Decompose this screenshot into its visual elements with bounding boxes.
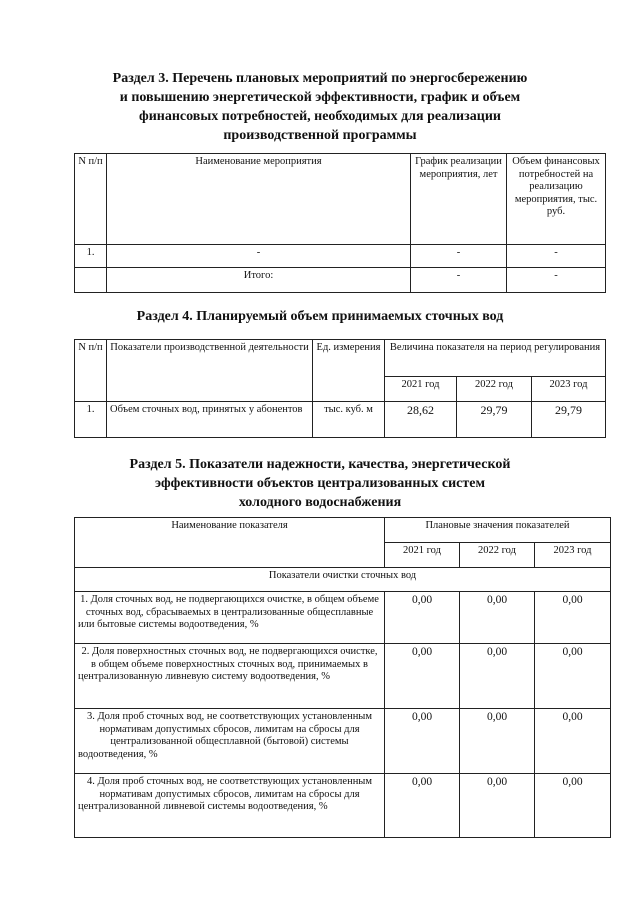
section3-title-line: Раздел 3. Перечень плановых мероприятий по энергосбережению xyxy=(112,71,528,86)
section5-table xyxy=(74,517,611,838)
table-row xyxy=(75,774,611,838)
table-group-row xyxy=(75,568,611,592)
table-row xyxy=(75,592,611,644)
header-unit: Ед. измерения xyxy=(313,340,385,402)
cell-value: 0,00 xyxy=(535,709,611,774)
header-schedule: График реализации мероприятия, лет xyxy=(411,154,507,245)
cell-indicator-name: 1. Доля сточных вод, не подвергающихся очистке, в общем объеме сточных вод, сбрасываемых в централизованные общесплавные или бытовые системы водоотведения, % xyxy=(75,592,385,644)
cell-indicator: Объем сточных вод, принятых у абонентов xyxy=(107,402,313,438)
section3-title-line: финансовых потребностей, необходимых для реализации xyxy=(139,109,501,124)
section3-table xyxy=(74,153,606,293)
cell-value: 0,00 xyxy=(460,774,535,838)
section5-title-line: эффективности объектов централизованных систем xyxy=(154,476,485,491)
section5-title xyxy=(60,455,580,512)
cell-schedule: - xyxy=(411,268,507,293)
header-period: Величина показателя на период регулирования xyxy=(385,340,606,377)
header-num: N п/п xyxy=(75,340,107,402)
header-year: 2021 год xyxy=(385,377,457,402)
section3-title-line: и повышению энергетической эффективности, график и объем xyxy=(119,90,521,105)
cell-value: 0,00 xyxy=(385,644,460,709)
header-year: 2022 год xyxy=(457,377,532,402)
section4-title xyxy=(60,307,580,326)
cell-value: 0,00 xyxy=(385,592,460,644)
header-planned-values: Плановые значения показателей xyxy=(385,518,611,543)
header-financial-volume: Объем финансовых потребностей на реализацию мероприятия, тыс. руб. xyxy=(507,154,606,245)
section4-table xyxy=(74,339,606,438)
cell-measure-name: - xyxy=(107,245,411,268)
section3-title xyxy=(60,69,580,145)
table-header-row xyxy=(75,154,606,245)
header-year: 2023 год xyxy=(532,377,606,402)
section3-title-line: производственной программы xyxy=(223,128,417,143)
cell-unit: тыс. куб. м xyxy=(313,402,385,438)
cell-num: 1. xyxy=(75,402,107,438)
header-year: 2021 год xyxy=(385,543,460,568)
cell-num xyxy=(75,268,107,293)
cell-indicator-name: 4. Доля проб сточных вод, не соответствующих установленным нормативам допустимых сбросов, лимитам на сбросы для централизованной ливневой системы водоотведения, % xyxy=(75,774,385,838)
cell-value: 0,00 xyxy=(535,592,611,644)
table-row-total xyxy=(75,268,606,293)
table-row xyxy=(75,709,611,774)
cell-schedule: - xyxy=(411,245,507,268)
header-year: 2023 год xyxy=(535,543,611,568)
cell-value: 0,00 xyxy=(460,709,535,774)
cell-value: 0,00 xyxy=(385,774,460,838)
cell-value: 0,00 xyxy=(460,644,535,709)
cell-num: 1. xyxy=(75,245,107,268)
table-header-row xyxy=(75,340,606,377)
table-row xyxy=(75,245,606,268)
section5-title-line: Раздел 5. Показатели надежности, качества, энергетической xyxy=(129,457,511,472)
cell-total-label: Итого: xyxy=(107,268,411,293)
section5-title-line: холодного водоснабжения xyxy=(238,495,402,510)
cell-value: 29,79 xyxy=(457,402,532,438)
cell-financial-volume: - xyxy=(507,268,606,293)
group-title: Показатели очистки сточных вод xyxy=(75,568,611,592)
header-indicator-name: Наименование показателя xyxy=(75,518,385,568)
cell-value: 0,00 xyxy=(535,774,611,838)
cell-value: 0,00 xyxy=(460,592,535,644)
cell-value: 29,79 xyxy=(532,402,606,438)
cell-value: 0,00 xyxy=(385,709,460,774)
table-row xyxy=(75,402,606,438)
table-header-row xyxy=(75,518,611,543)
section4-title-text: Раздел 4. Планируемый объем принимаемых сточных вод xyxy=(136,309,504,324)
header-indicator: Показатели производственной деятельности xyxy=(107,340,313,402)
cell-financial-volume: - xyxy=(507,245,606,268)
cell-indicator-name: 2. Доля поверхностных сточных вод, не подвергающихся очистке, в общем объеме поверхностных сточных вод, принимаемых в централизованную ливневую систему водоотведения, % xyxy=(75,644,385,709)
header-measure-name: Наименование мероприятия xyxy=(107,154,411,245)
header-num: N п/п xyxy=(75,154,107,245)
header-year: 2022 год xyxy=(460,543,535,568)
cell-value: 0,00 xyxy=(535,644,611,709)
table-row xyxy=(75,644,611,709)
cell-value: 28,62 xyxy=(385,402,457,438)
cell-indicator-name: 3. Доля проб сточных вод, не соответствующих установленным нормативам допустимых сбросов, лимитам на сбросы для централизованной общесплавной (бытовой) системы водоотведения, % xyxy=(75,709,385,774)
